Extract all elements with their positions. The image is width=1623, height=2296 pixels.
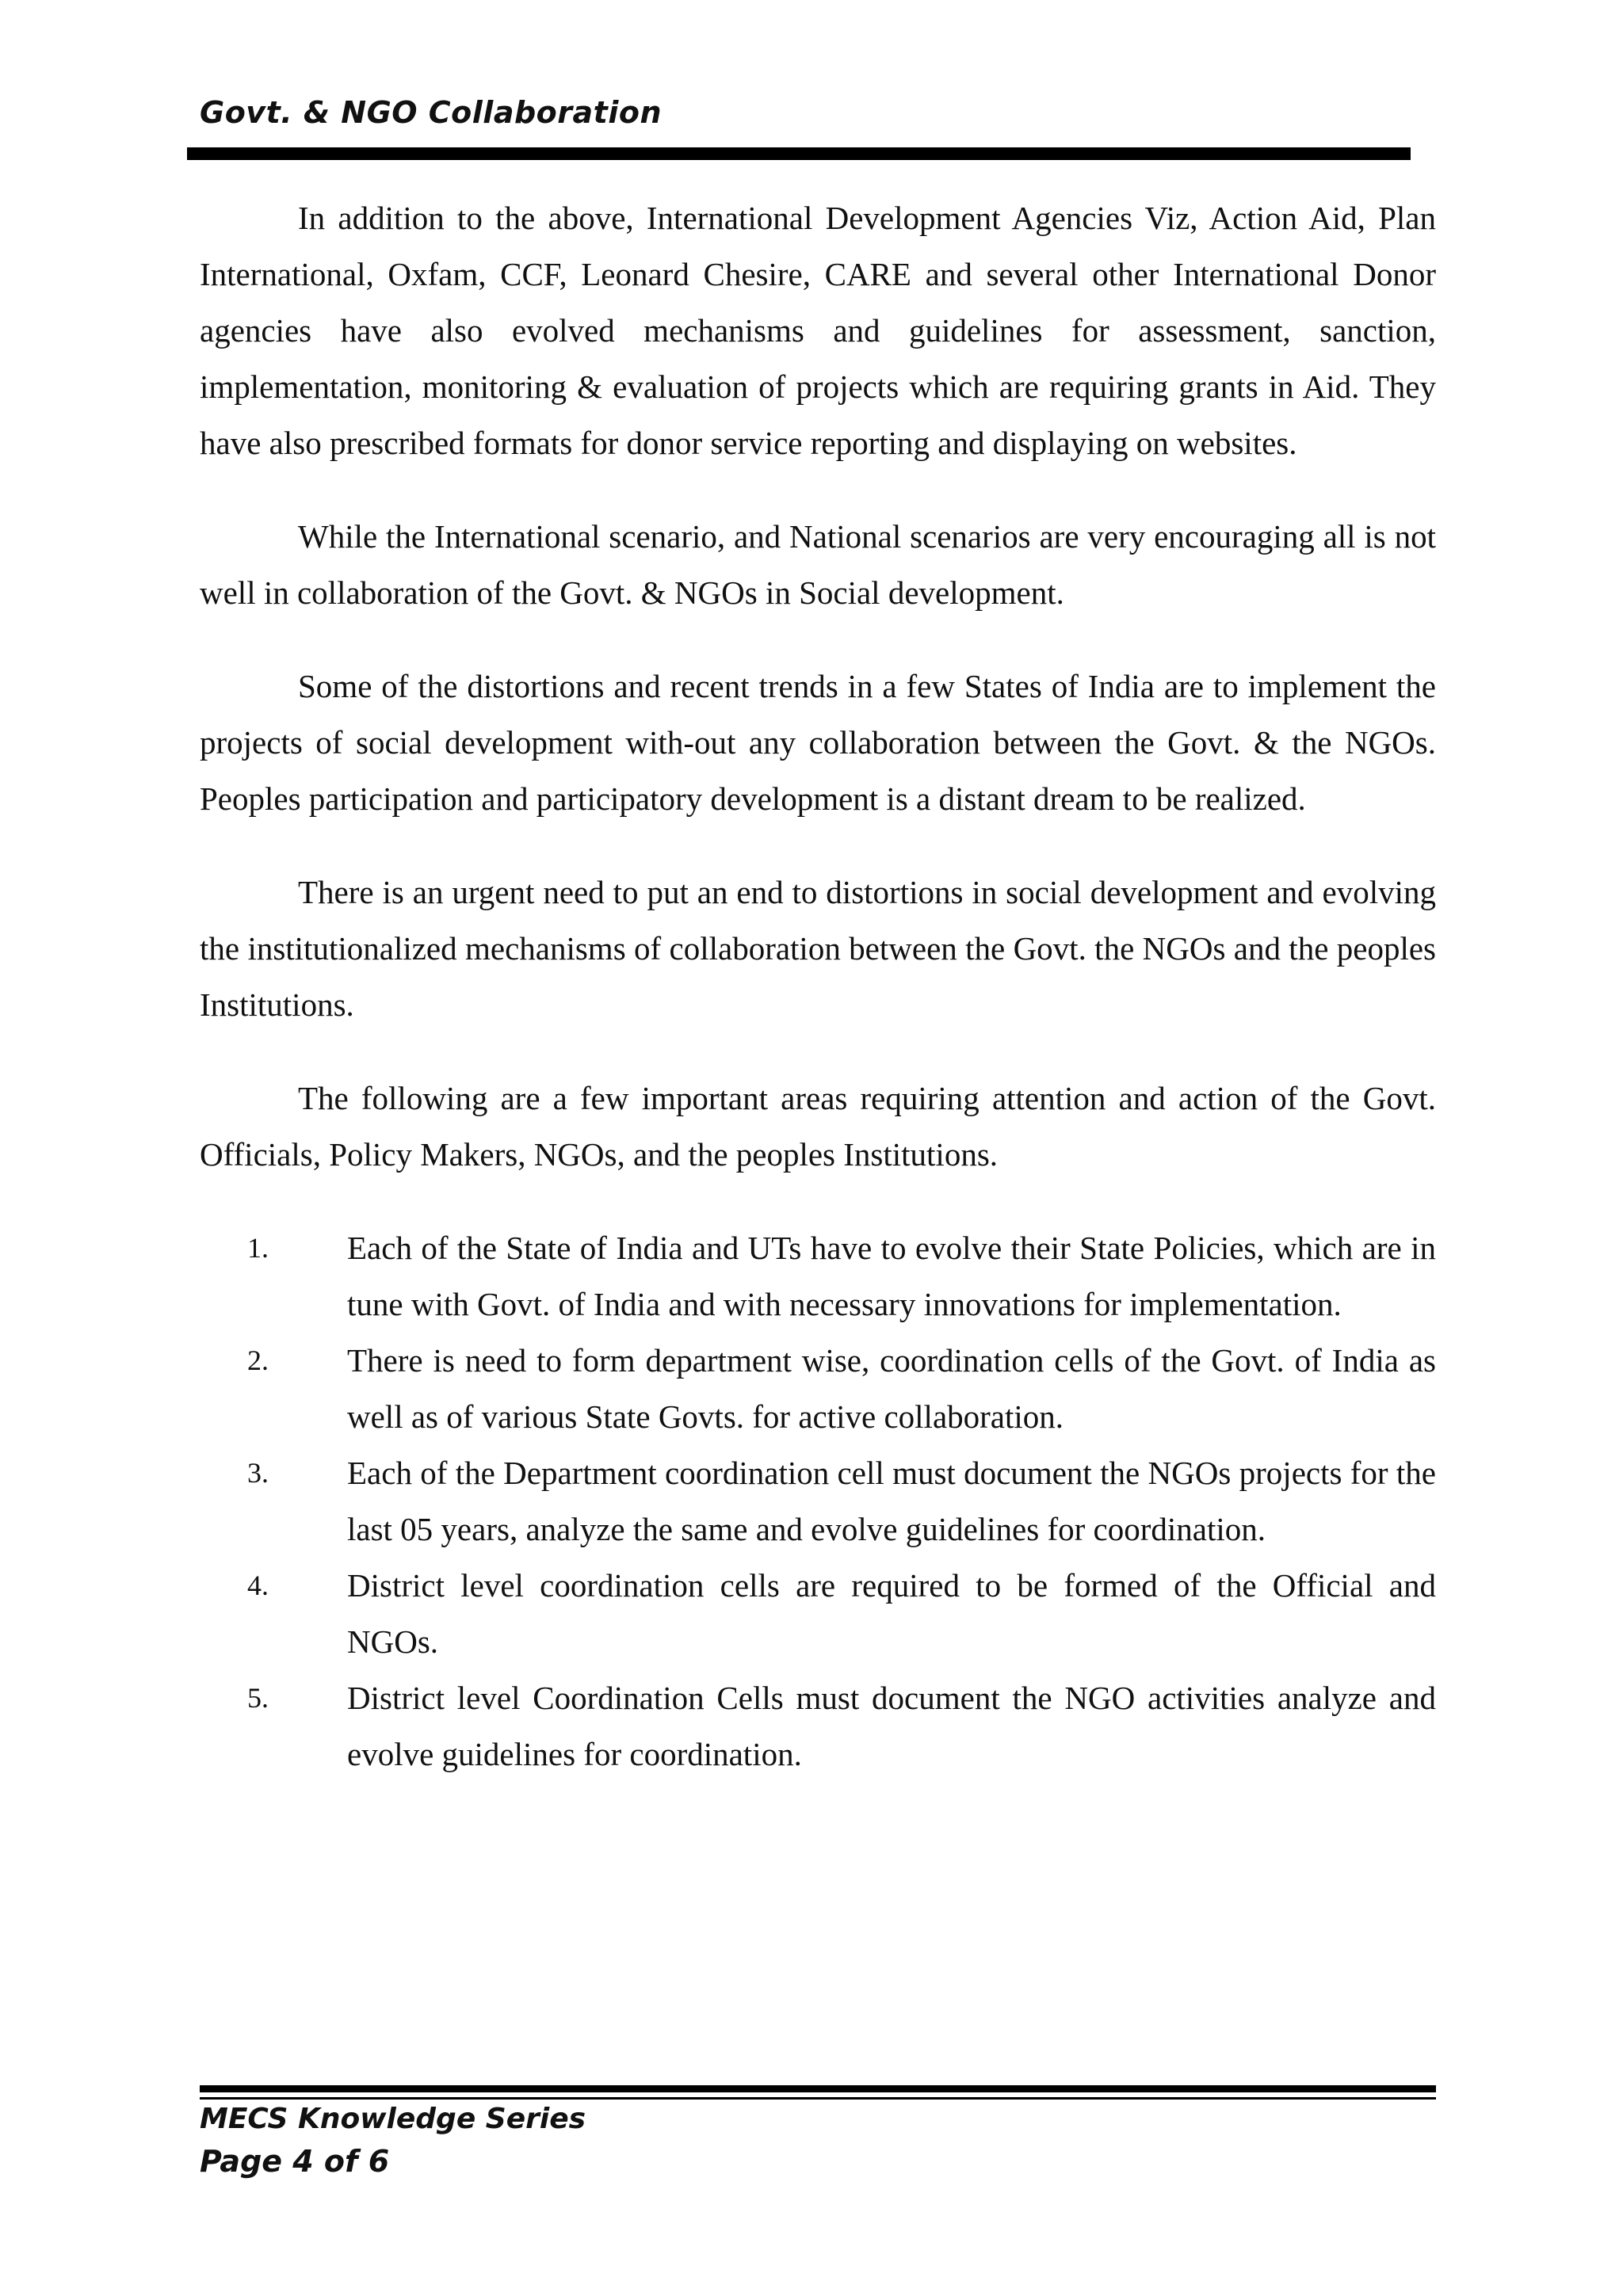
recommendations-list xyxy=(200,1220,1436,1783)
list-number: 1. xyxy=(247,1232,269,1264)
list-item xyxy=(200,1670,1436,1783)
list-item xyxy=(200,1333,1436,1445)
header-title: Govt. & NGO Collaboration xyxy=(200,95,663,130)
list-number: 5. xyxy=(247,1682,269,1714)
list-text: Each of the Department coordination cell must document the NGOs projects for the last 05 years, analyze the same and evolve guidelines for coordination. xyxy=(347,1455,1436,1547)
body-content xyxy=(200,190,1436,1783)
paragraph: Some of the distortions and recent trends in a few States of India are to implement the projects of social development with-out any collaboration between the Govt. & the NGOs. Peoples participation and participatory development is a distant dream to be realized. xyxy=(200,668,1436,817)
list-text: District level coordination cells are required to be formed of the Official and NGOs. xyxy=(347,1567,1436,1660)
paragraph: While the International scenario, and National scenarios are very encouraging all is not well in collaboration of the Govt. & NGOs in Social development. xyxy=(200,518,1436,611)
list-item xyxy=(200,1220,1436,1333)
paragraph: The following are a few important areas requiring attention and action of the Govt. Officials, Policy Makers, NGOs, and the peoples Institutions. xyxy=(200,1080,1436,1173)
list-item xyxy=(200,1445,1436,1558)
footer-series: MECS Knowledge Series xyxy=(200,2103,586,2135)
header-rule xyxy=(187,147,1411,160)
page-number: Page 4 of 6 xyxy=(200,2144,390,2179)
list-item xyxy=(200,1558,1436,1670)
footer-rule xyxy=(200,2085,1436,2092)
list-text: District level Coordination Cells must document the NGO activities analyze and evolve guidelines for coordination. xyxy=(347,1680,1436,1772)
paragraph: There is an urgent need to put an end to distortions in social development and evolving the institutionalized mechanisms of collaboration between the Govt. the NGOs and the peoples Institutions. xyxy=(200,874,1436,1023)
list-number: 3. xyxy=(247,1457,269,1489)
list-number: 2. xyxy=(247,1344,269,1376)
list-text: Each of the State of India and UTs have to evolve their State Policies, which are in tune with Govt. of India and with necessary innovations for implementation. xyxy=(347,1230,1436,1322)
list-number: 4. xyxy=(247,1569,269,1601)
list-text: There is need to form department wise, coordination cells of the Govt. of India as well as of various State Govts. for active collaboration. xyxy=(347,1342,1436,1435)
paragraph: In addition to the above, International Development Agencies Viz, Action Aid, Plan International, Oxfam, CCF, Leonard Chesire, CARE and several other International Donor agencies have also evolved mechanisms and guidelines for assessment, sanction, implementation, monitoring & evaluation of projects which are requiring grants in Aid. They have also prescribed formats for donor service reporting and displaying on websites. xyxy=(200,200,1436,461)
